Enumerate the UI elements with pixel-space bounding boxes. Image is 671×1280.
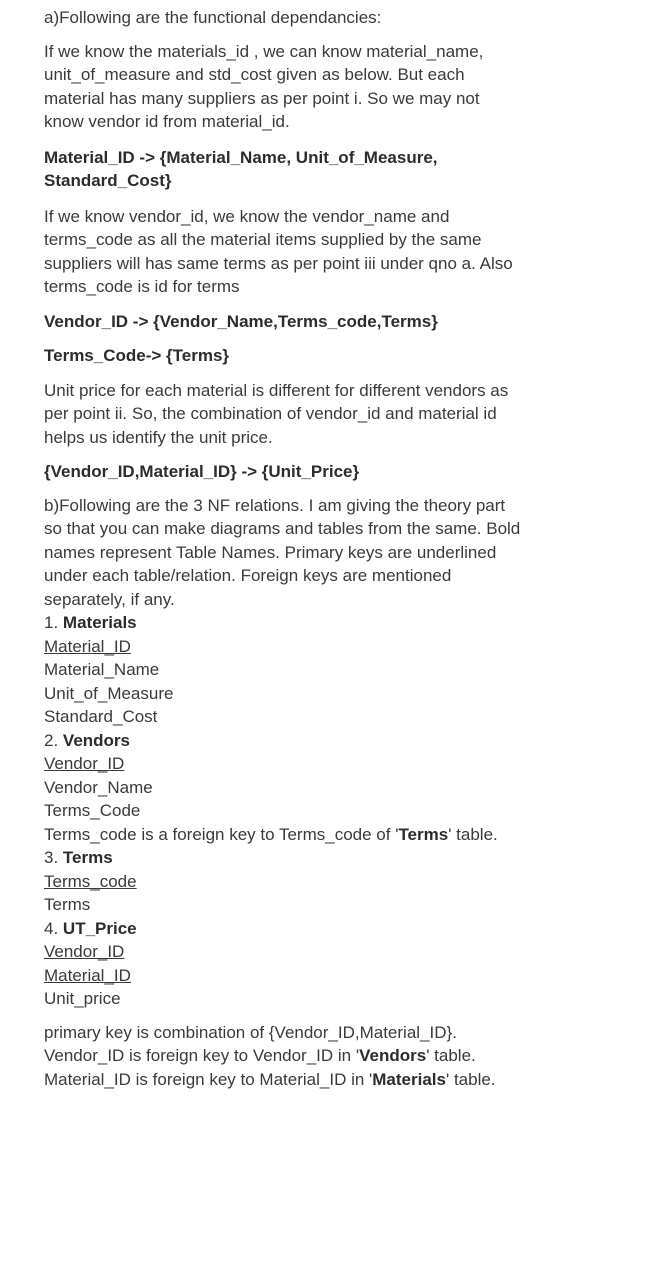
text-line: material has many suppliers as per point i. So we may not bbox=[44, 88, 480, 108]
pk-material-id: Material_ID bbox=[44, 965, 131, 985]
fk-text: ' table. bbox=[426, 1046, 476, 1065]
primary-key bbox=[44, 940, 644, 964]
table-heading-ut-price bbox=[44, 917, 644, 941]
table-number: 1. bbox=[44, 613, 59, 632]
attribute: Material_Name bbox=[44, 660, 160, 679]
table-name: Materials bbox=[62, 613, 137, 632]
vendor-explanation bbox=[44, 205, 644, 299]
text-line: b)Following are the 3 NF relations. I am giving the theory part bbox=[44, 495, 506, 515]
primary-key bbox=[44, 964, 644, 988]
table-number: 4. bbox=[44, 918, 59, 938]
table-name: Terms bbox=[62, 848, 113, 867]
table-number: 3. bbox=[44, 848, 59, 867]
table-name: Vendors bbox=[62, 730, 131, 750]
text-line: If we know vendor_id, we know the vendor_name and bbox=[44, 206, 450, 226]
attribute: Unit_of_Measure bbox=[44, 683, 174, 703]
text-line bbox=[44, 1046, 476, 1065]
table-name: UT_Price bbox=[62, 918, 137, 938]
pk-vendor-id: Vendor_ID bbox=[44, 754, 125, 773]
fd-vendor: Vendor_ID -> {Vendor_Name,Terms_code,Terms} bbox=[44, 311, 438, 331]
table-heading-materials bbox=[44, 611, 644, 635]
fk-table-name: Materials bbox=[372, 1069, 446, 1089]
fk-text: Material_ID is foreign key to Material_ID in ' bbox=[44, 1069, 373, 1089]
table-heading-terms bbox=[44, 846, 644, 870]
text-line: names represent Table Names. Primary keys are underlined bbox=[44, 542, 497, 562]
attribute: Terms_Code bbox=[44, 801, 141, 820]
key-notes bbox=[44, 1021, 644, 1092]
text-line: terms_code is id for terms bbox=[44, 277, 240, 296]
materials-explanation bbox=[44, 40, 644, 134]
primary-key bbox=[44, 870, 644, 894]
fk-text: ' table. bbox=[445, 1069, 496, 1089]
fk-table-name: Vendors bbox=[359, 1046, 427, 1065]
attribute: Terms bbox=[44, 895, 91, 914]
text-line: primary key is combination of {Vendor_ID,Material_ID}. bbox=[44, 1022, 457, 1042]
fk-text: Terms_code is a foreign key to Terms_code of ' bbox=[44, 824, 399, 844]
text-line: terms_code as all the material items supplied by the same bbox=[44, 230, 482, 249]
text-line: helps us identify the unit price. bbox=[44, 427, 273, 447]
primary-key bbox=[44, 752, 644, 776]
text-line: Standard_Cost} bbox=[44, 171, 172, 190]
table-heading-vendors bbox=[44, 729, 644, 753]
fd-terms: Terms_Code-> {Terms} bbox=[44, 346, 230, 365]
text-line: separately, if any. bbox=[44, 589, 175, 609]
text-line: unit_of_measure and std_cost given as below. But each bbox=[44, 65, 465, 84]
foreign-key-note bbox=[44, 823, 644, 847]
attribute: Unit_price bbox=[44, 989, 121, 1008]
text-line: suppliers will has same terms as per point iii under qno a. Also bbox=[44, 253, 513, 273]
part-a-heading: a)Following are the functional dependancies: bbox=[44, 8, 382, 27]
text-line bbox=[44, 1070, 496, 1089]
pk-vendor-id: Vendor_ID bbox=[44, 942, 125, 961]
text-line: so that you can make diagrams and tables from the same. Bold bbox=[44, 519, 521, 538]
unit-price-explanation bbox=[44, 379, 644, 450]
fd-material bbox=[44, 146, 644, 193]
attribute: Standard_Cost bbox=[44, 707, 158, 726]
fk-text: ' table. bbox=[448, 824, 498, 844]
text-line: per point ii. So, the combination of vendor_id and material id bbox=[44, 404, 497, 423]
pk-material-id: Material_ID bbox=[44, 636, 131, 656]
fd-unit-price: {Vendor_ID,Material_ID} -> {Unit_Price} bbox=[44, 462, 360, 481]
attribute: Vendor_Name bbox=[44, 777, 153, 797]
text-line: know vendor id from material_id. bbox=[44, 112, 290, 131]
fk-text: Vendor_ID is foreign key to Vendor_ID in ' bbox=[44, 1046, 360, 1065]
text-line: Unit price for each material is different for different vendors as bbox=[44, 380, 509, 400]
part-b-intro bbox=[44, 494, 644, 612]
pk-terms-code: Terms_code bbox=[44, 871, 137, 891]
primary-key bbox=[44, 635, 644, 659]
table-number: 2. bbox=[44, 730, 59, 750]
text-line: under each table/relation. Foreign keys are mentioned bbox=[44, 566, 452, 585]
text-line: Material_ID -> {Material_Name, Unit_of_Measure, bbox=[44, 147, 438, 167]
fk-table-name: Terms bbox=[398, 824, 449, 844]
text-line: If we know the materials_id , we can know material_name, bbox=[44, 41, 484, 61]
